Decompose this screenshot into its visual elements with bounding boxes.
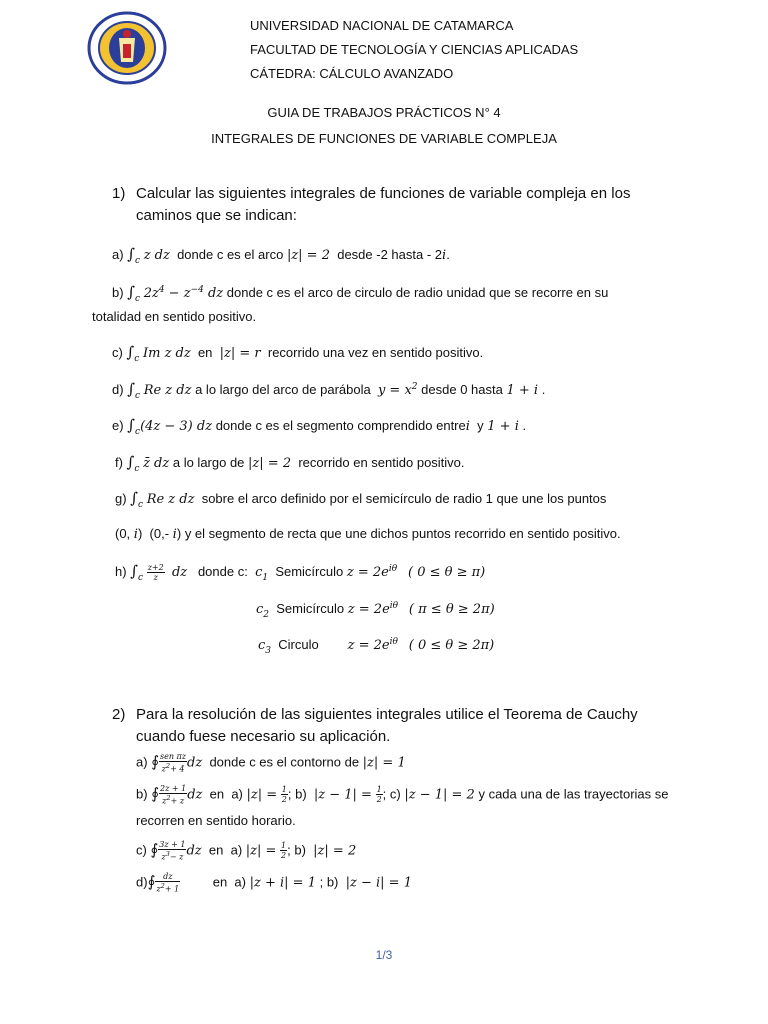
item-1c: c) $\int_c$ Im z dz en |z| = r recorrido una vez en sentido positivo. [112,343,484,364]
item-1h-c3: $c_3$ Circulo $z = 2e^{i\theta}$ ( 0 ≤ θ ≥ 2π) [258,637,495,656]
question-number: 1) [112,185,126,202]
item-1g-continued: (0, i) (0,- i) y el segmento de recta que une dichos puntos recorrido en sentido positivo. [115,526,621,542]
course-name: CÁTEDRA: CÁLCULO AVANZADO [250,66,454,81]
item-2d: d)∮ $\frac{dz}{z^2+ 1}$ en a) |z + i| = 1 ; b) |z − i| = 1 [136,872,412,894]
item-2a: a) ∮ $\frac{\text{sen πz}}{z^2+ 4}$ dz donde c es el contorno de |z| = 1 [136,752,406,774]
question-2 [112,704,656,748]
item-1d: d) $\int_c$ Re z dz a lo largo del arco de parábola $y = x^2$ desde 0 hasta 1 + i . [112,380,546,401]
item-1e: e) $\int_c(4z - 3)$ dz donde c es el segmento comprendido entrei y 1 + i . [112,416,527,437]
page-number: 1/3 [375,948,393,962]
item-1h-c2: $c_2$ Semicírculo $z = 2e^{i\theta}$ ( π ≤ θ ≥ 2π) [256,601,495,620]
item-1a: a) $\int_c$ z dz donde c es el arco |z| = 2 desde -2 hasta - 2i. [112,245,450,266]
item-2c: c) ∮ $\frac{3z + 1}{z^3- z}$ dz en a) |z| = $\frac{1}{2}$ ; b) |z| = 2 [136,840,357,862]
guide-subtitle: INTEGRALES DE FUNCIONES DE VARIABLE COMPLEJA [211,131,557,146]
university-name: UNIVERSIDAD NACIONAL DE CATAMARCA [250,18,514,33]
university-logo [86,10,168,86]
item-1h: h) $\int_c$ $\frac{z+2}{z}$ dz donde c: $c_1$ Semicírculo $z = 2e^{i\theta}$ ( 0 ≤ θ ≥ π) [115,562,486,583]
item-1g: g) $\int_c$ Re z dz sobre el arco definido por el semicírculo de radio 1 que une los puntos [115,489,607,510]
item-1f: f) $\int_c$ z̄ dz a lo largo de |z| = 2 recorrido en sentido positivo. [115,453,465,474]
question-text: Calcular las siguientes integrales de funciones de variable compleja en los caminos que se indican: [136,185,631,224]
item-1b-continued: totalidad en sentido positivo. [92,309,257,324]
guide-title: GUIA DE TRABAJOS PRÁCTICOS N° 4 [267,105,501,120]
question-1 [112,183,656,227]
question-text: Para la resolución de las siguientes integrales utilice el Teorema de Cauchy cuando fuese necesario su aplicación. [136,706,638,745]
item-2b: b) ∮ $\frac{2z + 1}{z^2+ z}$ dz en a) |z| = $\frac{1}{2}$ ; b) |z − 1| = $\frac{1}{2}$ ; c) |z − 1| = 2 y cada una de las trayectorias se [136,784,669,806]
faculty-name: FACULTAD DE TECNOLOGÍA Y CIENCIAS APLICADAS [250,42,579,57]
item-1b: b) $\int_c$ $2z^4 - z^{-4}$ dz donde c es el arco de circulo de radio unidad que se recorre en su [112,283,609,304]
item-2b-continued: recorren en sentido horario. [136,813,296,828]
question-number: 2) [112,706,126,723]
